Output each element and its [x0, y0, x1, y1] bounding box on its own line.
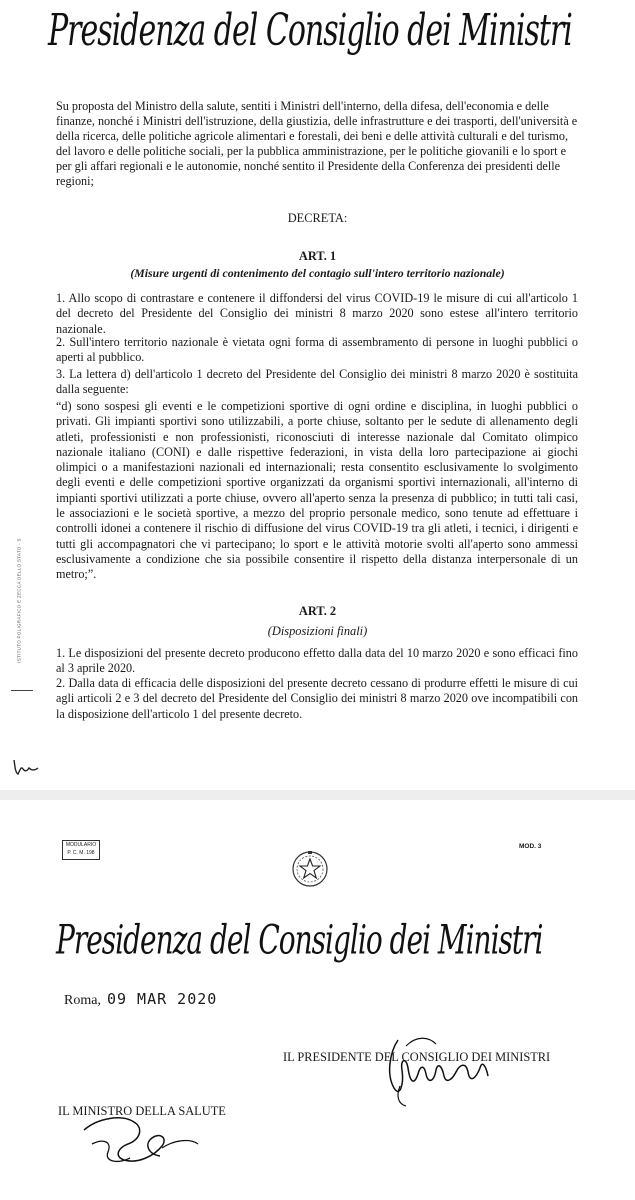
margin-rule: [11, 690, 33, 691]
presidente-signature-label: IL PRESIDENTE DEL CONSIGLIO DEI MINISTRI: [283, 1050, 551, 1064]
date-stamp: 09 MAR 2020: [106, 990, 218, 1008]
art2-paragraph-2: 2. Dalla data di efficacia delle disposizioni del presente decreto cessano di produrre effetti le misure di cui agli articoli 2 e 3 del decreto del Presidente del Consiglio dei ministri 8 marzo 2020 ove incompatibili con la disposizione dell'articolo 1 del presente decreto.: [56, 676, 578, 721]
place-date: [64, 990, 217, 1009]
place-label: Roma,: [64, 993, 101, 1008]
emblem-icon: [290, 848, 330, 888]
art2-paragraph-1: 1. Le disposizioni del presente decreto producono effetto dalla data del 10 marzo 2020 e sono efficaci fino al 3 aprile 2020.: [56, 646, 578, 676]
art1-paragraph-1: 1. Allo scopo di contrastare e contenere il diffondersi del virus COVID-19 le misure di cui all'articolo 1 del decreto del Presidente del Consiglio dei ministri 8 marzo 2020 sono estese all'intero territorio nazionale.: [56, 291, 578, 336]
art1-quote-letter-d: “d) sono sospesi gli eventi e le competizioni sportive di ogni ordine e disciplina, in luoghi pubblici o privati. Gli impianti sportivi sono utilizzabili, a porte chiuse, soltanto per le sedute di allenamento degli atleti, professionisti e non professionisti, riconosciuti di interesse nazionale dal Comitato olimpico nazionale italiano (CONI) e dalle rispettive federazioni, in vista della loro partecipazione ai giochi olimpici o a manifestazioni nazionali ed internazionali; resta consentito esclusivamente lo svolgimento degli eventi e delle competizioni sportive organizzati da organismi sportivi internazionali, all'interno di impianti sportivi utilizzati a porte chiuse, ovvero all'aperto senza la presenza di pubblico; in tutti tali casi, le associazioni e le società sportive, a mezzo del proprio personale medico, sono tenute ad effettuare i controlli idonei a contenere il rischio di diffusione del virus COVID-19 tra gli atleti, i tecnici, i dirigenti e tutti gli accompagnatori che vi partecipano; lo sport e le attività motorie svolti all'aperto sono ammessi esclusivamente a condizione che sia possibile consentire il rispetto della distanza interpersonale di un metro;”.: [56, 399, 578, 582]
art1-paragraph-3: 3. La lettera d) dell'articolo 1 decreto del Presidente del Consiglio dei ministri 8 marzo 2020 è sostituita dalla seguente:: [56, 367, 578, 397]
masthead-title: Presidenza del Consiglio dei Ministri: [48, 6, 572, 57]
masthead-title-2: Presidenza del Consiglio dei Ministri: [56, 916, 543, 964]
ministro-signature: [78, 1104, 208, 1170]
preamble: Su proposta del Ministro della salute, sentiti i Ministri dell'interno, della difesa, dell'economia e delle finanze, nonché i Ministri dell'istruzione, della giustizia, delle infrastrutture e dei trasporti, dell'università e della ricerca, delle politiche agricole alimentari e forestali, dei beni e delle attività culturali e del turismo, del lavoro e delle politiche sociali, per la pubblica amministrazione, per le politiche giovanili e lo sport e per gli affari regionali e le autonomie, nonché sentito il Presidente della Conferenza dei presidenti delle regioni;: [56, 99, 578, 188]
presidente-signature: [376, 1026, 516, 1110]
stamp-line-2: P. C. M. 198: [67, 850, 95, 856]
mod-label: MOD. 3: [519, 843, 542, 850]
art1-title: ART. 1: [298, 249, 337, 263]
decreta-heading: DECRETA:: [287, 211, 348, 225]
modulario-stamp: [62, 840, 100, 860]
page-separator: [0, 790, 635, 800]
stamp-line-1: MODULARIO: [65, 842, 97, 848]
art1-subtitle: (Misure urgenti di contenimento del contagio sull'intero territorio nazionale): [130, 266, 505, 280]
art2-subtitle: (Disposizioni finali): [267, 624, 368, 638]
printer-sidebar-text: ISTITUTO POLIGRAFICO E ZECCA DELLO STATO - S: [16, 538, 22, 663]
art1-paragraph-2: 2. Sull'intero territorio nazionale è vietata ogni forma di assembramento di persone in luoghi pubblici o aperti al pubblico.: [56, 335, 578, 365]
art2-title: ART. 2: [298, 604, 337, 618]
initials-mark: [12, 756, 46, 778]
ministro-signature-label: IL MINISTRO DELLA SALUTE: [58, 1104, 226, 1118]
